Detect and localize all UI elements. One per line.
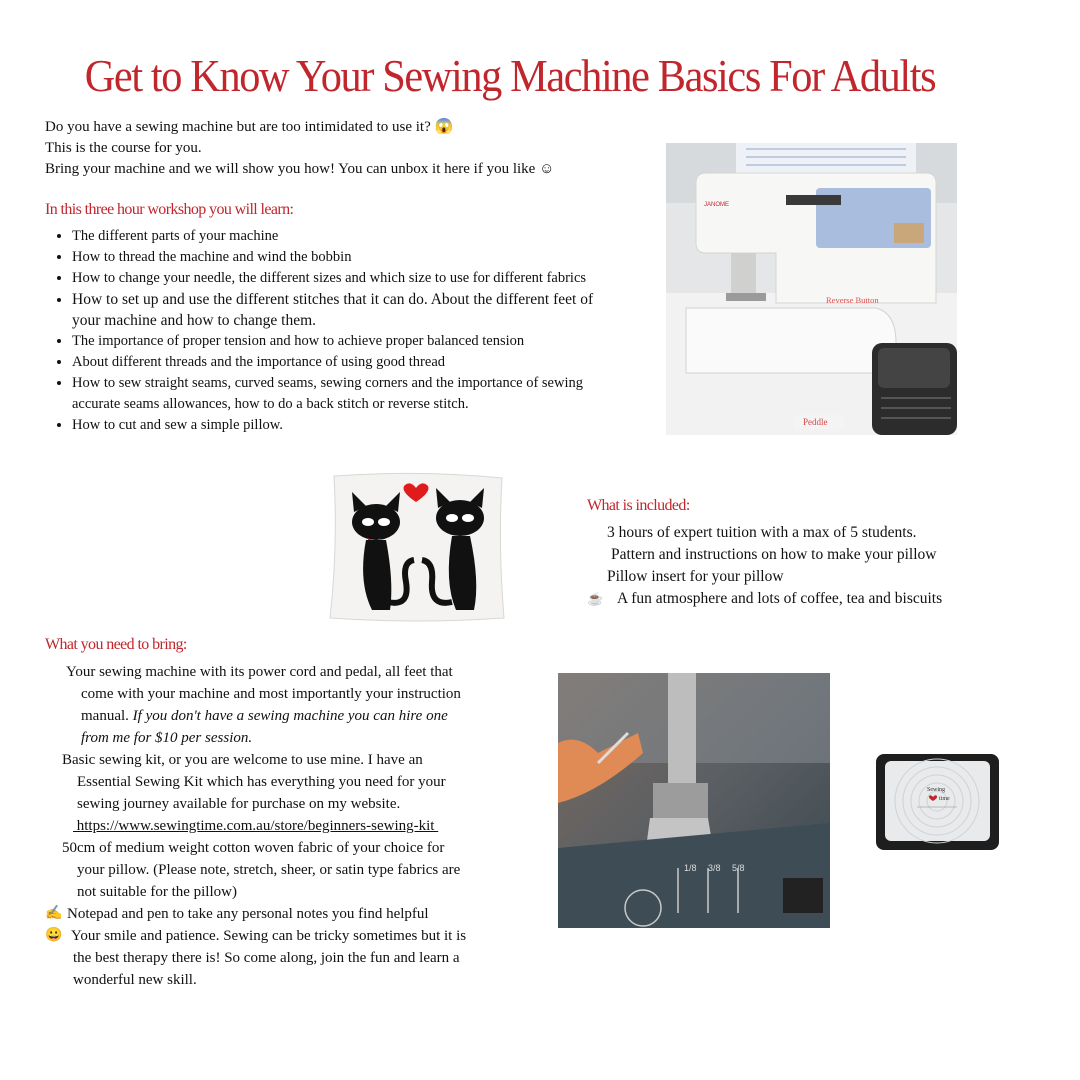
sewing-machine-illustration bbox=[666, 143, 957, 435]
list-item: • How to thread the machine and wind the bobbin bbox=[72, 247, 612, 268]
bring-p5-line-c: wonderful new skill. bbox=[73, 972, 197, 988]
page-title: Get to Know Your Sewing Machine Basics For Adults bbox=[84, 49, 936, 101]
sewing-kit-tin-photo bbox=[875, 753, 1000, 851]
needle-plate-marking-1: 1/8 bbox=[684, 863, 697, 873]
bring-p1-line-c bbox=[81, 705, 448, 727]
cat-pillow-photo bbox=[328, 472, 506, 622]
bring-p2-line-b: Essential Sewing Kit which has everything you need for your bbox=[77, 774, 446, 790]
intro-line-3: Bring your machine and we will show you how! You can unbox it here if you like ☺ bbox=[45, 161, 555, 177]
bring-p1-hire-price: from me for $10 per session. bbox=[81, 730, 253, 746]
sewing-machine-photo bbox=[666, 143, 957, 435]
bring-p5-line-a: Your smile and patience. Sewing can be tricky sometimes but it is bbox=[71, 928, 467, 944]
sewing-kit-tin-illustration bbox=[875, 753, 1000, 851]
included-item-2: Pattern and instructions on how to make your pillow bbox=[611, 546, 937, 563]
bring-p1-line-e bbox=[81, 727, 252, 749]
list-item: • How to cut and sew a simple pillow. bbox=[72, 415, 612, 436]
learn-list bbox=[45, 226, 612, 436]
needle-threading-photo bbox=[558, 673, 830, 928]
list-item: • How to sew straight seams, curved seams, sewing corners and the importance of sewing accurate seams allowances, how to do a back stitch or reverse stitch. bbox=[72, 373, 612, 415]
bring-p3-line-a: 50cm of medium weight cotton woven fabric of your choice for bbox=[62, 840, 445, 856]
bring-p1-manual: manual. bbox=[81, 708, 129, 724]
included-item-4: A fun atmosphere and lots of coffee, tea and biscuits bbox=[617, 590, 943, 607]
included-heading: What is included: bbox=[587, 497, 690, 514]
list-item: • How to set up and use the different stitches that it can do. About the different feet of your machine and how to change them. bbox=[72, 289, 612, 331]
list-item: • About different threads and the importance of using good thread bbox=[72, 352, 612, 373]
bring-p2-line-c: sewing journey available for purchase on my website. bbox=[77, 796, 401, 812]
tin-logo-line-2: time bbox=[939, 796, 950, 802]
bring-p1-hire-note: If you don't have a sewing machine you can hire one bbox=[132, 708, 448, 724]
writing-hand-icon: ✍ bbox=[45, 906, 63, 921]
list-item: • The importance of proper tension and how to achieve proper balanced tension bbox=[72, 331, 612, 352]
included-item-1: 3 hours of expert tuition with a max of 5 students. bbox=[607, 524, 917, 541]
intro-line-2: This is the course for you. bbox=[45, 140, 202, 156]
list-item: • The different parts of your machine bbox=[72, 226, 612, 247]
needle-plate-marking-2: 3/8 bbox=[708, 863, 721, 873]
list-item: • How to change your needle, the different sizes and which size to use for different fabrics bbox=[72, 268, 612, 289]
machine-brand: JANOME bbox=[704, 202, 730, 208]
pedal-label: Peddle bbox=[803, 417, 828, 427]
included-item-3: Pillow insert for your pillow bbox=[607, 568, 784, 585]
reverse-button-label: Reverse Button bbox=[826, 295, 879, 305]
bring-p1-line-a: Your sewing machine with its power cord and pedal, all feet that bbox=[66, 664, 453, 680]
learn-heading: In this three hour workshop you will learn: bbox=[45, 201, 294, 218]
tin-logo-line-1: Sewing bbox=[927, 787, 945, 793]
bring-p4: Notepad and pen to take any personal notes you find helpful bbox=[67, 906, 429, 922]
cat-pillow-illustration bbox=[328, 472, 506, 622]
coffee-icon: ☕ bbox=[587, 591, 604, 606]
bring-heading: What you need to bring: bbox=[45, 636, 187, 653]
intro-line-1: Do you have a sewing machine but are too intimidated to use it? 😱 bbox=[45, 119, 454, 135]
needle-plate-marking-3: 5/8 bbox=[732, 863, 745, 873]
bring-p3-line-b: your pillow. (Please note, stretch, sheer, or satin type fabrics are bbox=[77, 862, 461, 878]
sewing-kit-link[interactable]: https://www.sewingtime.com.au/store/beginners-sewing-kit bbox=[73, 818, 439, 834]
bring-p3-line-c: not suitable for the pillow) bbox=[77, 884, 237, 900]
smile-icon: 😀 bbox=[45, 928, 63, 943]
needle-threading-illustration bbox=[558, 673, 830, 928]
bring-p1-line-b: come with your machine and most importantly your instruction bbox=[81, 686, 461, 702]
bring-p2-line-a: Basic sewing kit, or you are welcome to use mine. I have an bbox=[62, 752, 423, 768]
bring-p5-line-b: the best therapy there is! So come along, join the fun and learn a bbox=[73, 950, 460, 966]
